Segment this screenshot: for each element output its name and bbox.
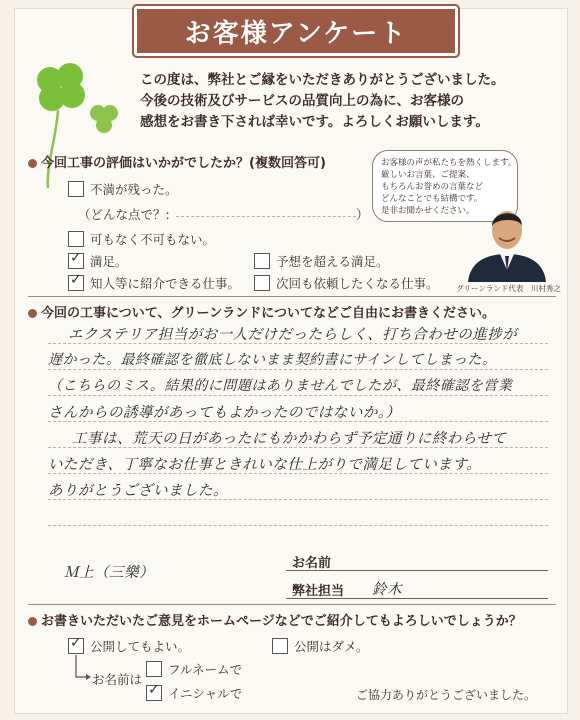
bubble-line: 是非お聞かせください。 (381, 206, 475, 216)
q1-option-satisfied[interactable] (68, 252, 128, 270)
q1-option-neutral[interactable] (68, 230, 215, 248)
intro-line: 今後の技術及びサービスの品質向上の為に、お客様の (140, 93, 464, 109)
detail-line[interactable] (176, 216, 356, 217)
bubble-line: もちろんお誉めの言葉など (381, 182, 484, 192)
detail-label: （どんな点で？: (78, 207, 170, 222)
q2-heading (28, 302, 495, 321)
checkbox[interactable] (68, 231, 84, 247)
name-format-prefix: お名前は (92, 672, 143, 687)
handwritten-line: （こちらのミス。結果的に問題はありませんでしたが、最終確認を営業 (48, 378, 513, 394)
checkbox[interactable] (254, 275, 270, 291)
option-label: 知人等に紹介できる仕事。 (90, 276, 241, 291)
option-label: 可もなく不可もない。 (90, 232, 216, 247)
staff-name: 鈴木 (372, 582, 402, 598)
handwritten-line: いただき、丁寧なお仕事ときれいな仕上がりで満足しています。 (48, 457, 482, 473)
q1-option-unsatisfied[interactable] (68, 180, 178, 198)
customer-name: Ｍ上（三樂） (64, 565, 154, 581)
option-label: フルネームで (168, 662, 243, 677)
checkbox-checked[interactable] (68, 275, 84, 291)
handwritten-line: 遅かった。最終確認を徹底しないまま契約書にサインしてしまった。 (48, 352, 497, 368)
ruled-line (48, 395, 548, 396)
detail-close-text: ） (356, 207, 369, 222)
staff-label: 弊社担当 (292, 584, 345, 599)
ruled-line (48, 525, 548, 526)
intro-text (140, 70, 560, 133)
q3-heading-text: お書きいただいたご意見をホームページなどでご紹介してもよろしいでしょうか？ (41, 614, 522, 629)
q3-option-fullname[interactable] (146, 660, 242, 678)
option-label: 不満が残った。 (90, 182, 178, 197)
q1-detail (78, 205, 170, 223)
thanks-text: ご協力ありがとうございました。 (356, 688, 537, 702)
bullet-icon (28, 309, 37, 318)
intro-line: この度は、弊社とご縁をいただきありがとうございました。 (140, 72, 505, 88)
checkbox[interactable] (68, 181, 84, 197)
intro-line: 感想をお書き下されば幸いです。よろしくお願いします。 (140, 114, 489, 130)
option-label: 次回も依頼したくなる仕事。 (276, 276, 439, 291)
checkbox-checked[interactable] (146, 685, 162, 701)
option-label: 公開はダメ。 (294, 639, 369, 654)
handwritten-line: 工事は、荒天の日があったにもかかわらず予定通りに終わらせて (72, 431, 507, 447)
name-line[interactable] (286, 570, 548, 571)
handwritten-line: さんからの誘導があってもよかったのではないか。） (48, 405, 401, 421)
name-label: お名前 (292, 556, 332, 571)
q1-option-repeat[interactable] (254, 274, 439, 292)
handwritten-line: ありがとうございました。 (48, 483, 228, 499)
option-label: 予想を超える満足。 (276, 254, 389, 269)
ruled-line (48, 369, 548, 370)
q3-option-public[interactable] (68, 637, 190, 655)
small-clover-icon (84, 100, 124, 140)
q1-option-exceeded[interactable] (254, 252, 389, 270)
bubble-line: どんなことでも結構です。 (381, 194, 483, 204)
bubble-line: 厳しいお言葉、ご提案、 (381, 170, 475, 180)
q1-heading (28, 152, 326, 171)
title-banner (134, 6, 458, 56)
bubble-line: お客様の声が私たちを熱くします。 (381, 158, 517, 168)
checkbox[interactable] (146, 661, 162, 677)
name-format-label (92, 670, 142, 688)
option-label: 公開してもよい。 (90, 639, 191, 654)
checkbox-checked[interactable] (68, 253, 84, 269)
bullet-icon (28, 617, 37, 626)
page-title: お客様アンケート (184, 18, 408, 49)
checkbox[interactable] (272, 638, 288, 654)
q3-option-private[interactable] (272, 637, 368, 655)
president-photo (462, 192, 552, 282)
q3-heading (28, 610, 522, 629)
q2-heading-text: 今回の工事について、グリーンランドについてなどご自由にお書きください。 (41, 306, 495, 321)
staff-line[interactable] (286, 598, 548, 599)
q1-option-recommend[interactable] (68, 274, 240, 292)
divider (28, 296, 556, 297)
checkbox-checked[interactable] (68, 638, 84, 654)
checkbox[interactable] (254, 253, 270, 269)
branch-arrow-icon (72, 655, 92, 683)
q1-heading-text: 今回工事の評価はいかがでしたか？(複数回答可) (41, 156, 326, 171)
bullet-icon (28, 159, 37, 168)
photo-caption: グリーンランド代表 川村秀之 (456, 284, 561, 293)
option-label: 満足。 (90, 254, 128, 269)
q3-option-initial[interactable] (146, 684, 242, 702)
handwritten-line: エクステリア担当がお一人だけだったらしく、打ち合わせの進捗が (68, 327, 518, 343)
detail-close (356, 205, 369, 223)
divider (28, 604, 556, 605)
option-label: イニシャルで (168, 686, 243, 701)
